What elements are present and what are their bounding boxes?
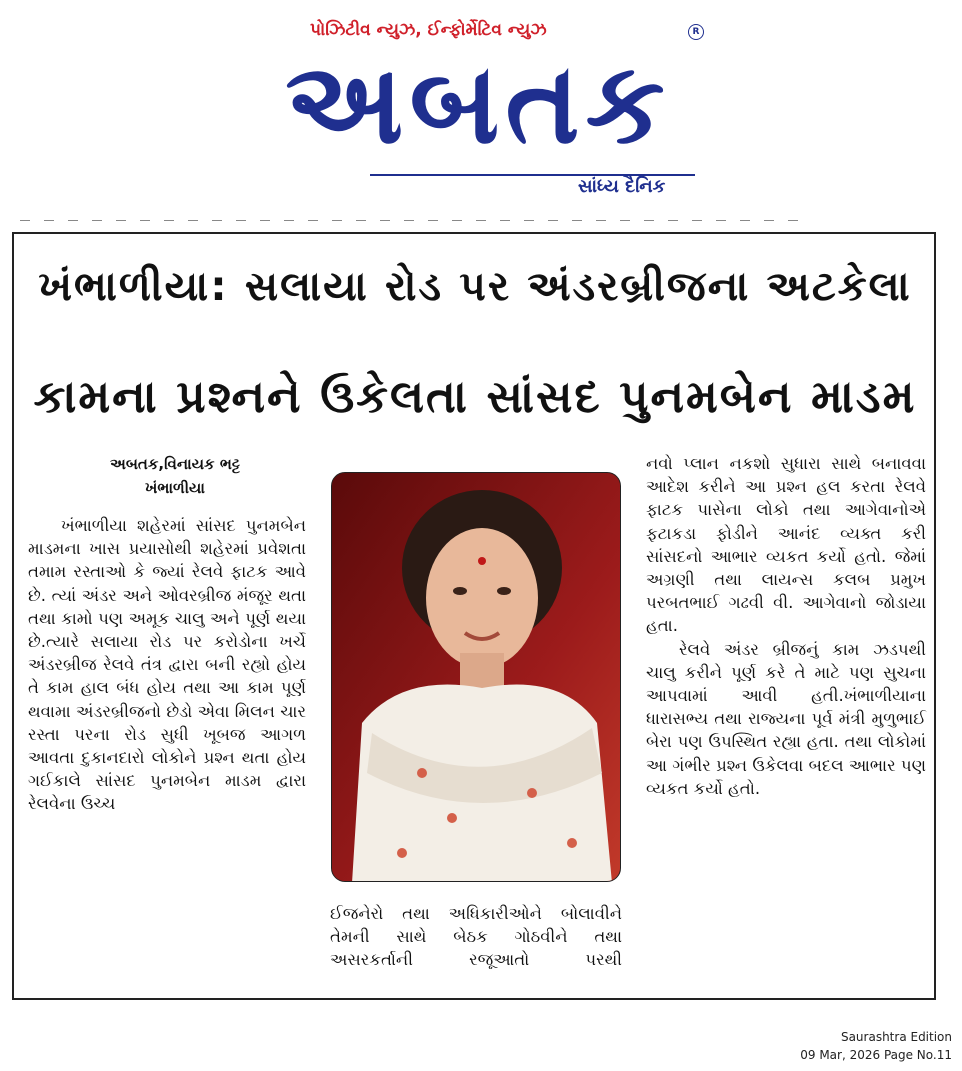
edition-name: Saurashtra Edition: [840, 1030, 952, 1044]
byline-place: ખંભાળીયા: [145, 479, 205, 497]
tagline: પોઝિટીવ ન્યુઝ, ઈન્ફોર્મેટિવ ન્યુઝ: [310, 20, 547, 40]
article-column-2: [330, 902, 622, 972]
edition-info: [800, 1028, 952, 1064]
byline: [40, 452, 310, 500]
column-3-paragraph-1: નવો પ્લાન નકશો સુધારા સાથે બનાવવા આદેશ કરીને આ પ્રશ્ન હલ કરતા રેલવે ફાટક પાસેના લોકો તથા આગેવાનોએ ફટાકડા ફોડીને આનંદ વ્યક્ત કરી સાંસદનો આભાર વ્યકત કર્યો હતો. જેમાં અગ્રણી તથા લાયન્સ કલબ પ્રમુખ પરબતભાઈ ગઢવી વી. આગેવાનો જોડાયા હતા.: [646, 454, 926, 636]
article-column-3: [646, 452, 926, 800]
headline-line-2: કામના પ્રશ્નને ઉકેલતા સાંસદ પુનમબેન માડમ: [33, 370, 917, 423]
byline-author: અબતક,વિનાયક ભટ્ટ: [110, 455, 240, 473]
cut-text-strip: [20, 211, 832, 221]
newspaper-logo: અબતક: [285, 39, 671, 169]
newspaper-subtitle: સાંધ્ય દૈનિક: [578, 176, 666, 197]
edition-date-page: 09 Mar, 2026 Page No.11: [800, 1048, 952, 1062]
article-photo: [331, 472, 621, 882]
registered-mark: R: [688, 24, 704, 40]
column-3-paragraph-2: રેલવે અંડર બ્રીજનું કામ ઝડપથી ચાલુ કરીને પૂર્ણ કરે તે માટે પણ સુચના આપવામાં આવી હતી.ખંભાળીયાના ધારાસભ્ય તથા રાજ્યના પૂર્વ મંત્રી મુળુભાઈ બેરા પણ ઉપસ્થિત રહ્યા હતા. તથા લોકોમાં આ ગંભીર પ્રશ્ન ઉકેલવા બદલ આભાર પણ વ્યકત કર્યો હતો.: [646, 639, 926, 798]
article-column-1: [28, 514, 306, 816]
column-1-text: ખંભાળીયા શહેરમાં સાંસદ પુનમબેન માડમના ખાસ પ્રયાસોથી શહેરમાં પ્રવેશતા તમામ રસ્તાઓ કે જ્યાં રેલવે ફાટક આવે છે. ત્યાં અંડર અને ઓવરબ્રીજ મંજૂર થતા તથા કામો પણ અમૂક ચાલુ અને પૂર્ણ થયા છે.ત્યારે સલાયા રોડ પર કરોડોના ખર્ચે અંડરબ્રીજ રેલવે તંત્ર દ્વારા બની રહ્યો હોય તે કામ હાલ બંધ હોય તથા આ કામ પૂર્ણ થવામા અંડરબ્રીજનો છેડો એવા મિલન ચાર રસ્તા પરના રોડ સુધી ખૂબજ આગળ આવતા દુકાનદારો લોકોને પ્રશ્ન થતા હોય ગઈકાલે સાંસદ પુનમબેન માડમ દ્વારા રેલવેના ઉચ્ચ: [28, 516, 306, 814]
column-2-text: ઈજનેરો તથા અધિકારીઓને બોલાવીને તેમની સાથે બેઠક ગોઠવીને તથા અસરકર્તાની રજૂઆતો પરથી: [330, 904, 622, 970]
portrait-illustration: [332, 473, 621, 882]
masthead: [0, 0, 962, 215]
headline-line-1: ખંભાળીયા: સલાયા રોડ પર અંડરબ્રીજના અટકેલા: [38, 262, 912, 310]
